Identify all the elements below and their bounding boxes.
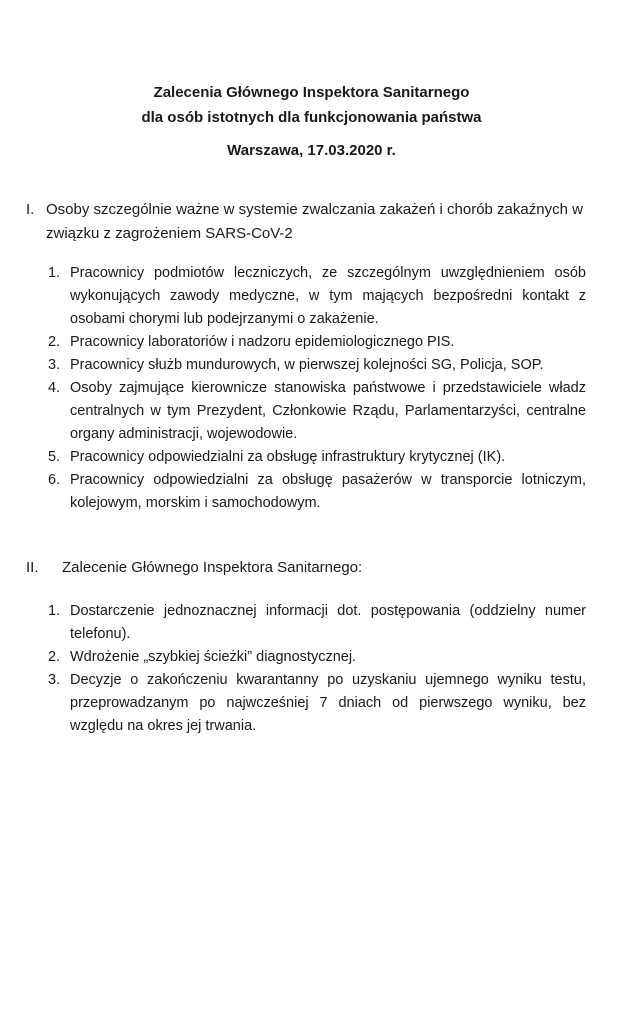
list-item-number: 4.	[48, 380, 61, 396]
list-item-text: Pracownicy laboratoriów i nadzoru epidemiologicznego PIS.	[70, 334, 455, 350]
document-title	[0, 80, 623, 130]
list-item-text: Dostarczenie jednoznacznej informacji dot. postępowania (oddzielny numer telefonu).	[70, 603, 586, 642]
list-item-number: 6.	[48, 472, 61, 488]
list-item-text: Pracownicy służb mundurowych, w pierwszej kolejności SG, Policja, SOP.	[70, 357, 544, 373]
list-item	[48, 354, 586, 377]
list-item-text: Pracownicy odpowiedzialni za obsługę infrastruktury krytycznej (IK).	[70, 449, 506, 465]
list-item	[48, 377, 586, 446]
list-item-text: Pracownicy odpowiedzialni za obsługę pasażerów w transporcie lotniczym, kolejowym, morskim i samochodowym.	[70, 472, 586, 511]
list-item	[48, 331, 586, 354]
title-line-1: Zalecenia Głównego Inspektora Sanitarnego	[153, 84, 470, 101]
section-1-number: I.	[26, 201, 35, 218]
list-item	[48, 669, 586, 738]
list-item-text: Pracownicy podmiotów leczniczych, ze szczególnym uwzględnieniem osób wykonujących zawody medyczne, w tym mających bezpośredni kontakt z osobami chorymi lub podejrzanymi o zakażenie.	[70, 265, 586, 327]
list-item-number: 1.	[48, 265, 61, 281]
list-item-number: 2.	[48, 334, 61, 350]
section-1-list	[48, 262, 586, 515]
list-item-text: Osoby zajmujące kierownicze stanowiska państwowe i przedstawiciele władz centralnych w tym Prezydent, Członkowie Rządu, Parlamentarzyści, centralne organy administracji, wojewodowie.	[70, 380, 586, 442]
list-item	[48, 646, 586, 669]
document-date: Warszawa, 17.03.2020 r.	[227, 142, 396, 159]
section-2-number: II.	[26, 559, 39, 576]
section-2-title: Zalecenie Głównego Inspektora Sanitarnego:	[62, 559, 363, 576]
list-item-number: 3.	[48, 672, 61, 688]
list-item	[48, 446, 586, 469]
list-item-number: 3.	[48, 357, 61, 373]
list-item-number: 1.	[48, 603, 61, 619]
title-line-2: dla osób istotnych dla funkcjonowania państwa	[141, 109, 482, 126]
list-item-number: 5.	[48, 449, 61, 465]
list-item	[48, 600, 586, 646]
list-item-text: Wdrożenie „szybkiej ścieżki” diagnostycznej.	[70, 649, 357, 665]
list-item	[48, 262, 586, 331]
list-item-text: Decyzje o zakończeniu kwarantanny po uzyskaniu ujemnego wyniku testu, przeprowadzanym po najwcześniej 7 dniach od pierwszego wyniku, bez względu na okres jej trwania.	[70, 672, 586, 734]
section-1-title: Osoby szczególnie ważne w systemie zwalczania zakażeń i chorób zakaźnych w związku z zagrożeniem SARS-CoV-2	[46, 201, 583, 242]
list-item	[48, 469, 586, 515]
list-item-number: 2.	[48, 649, 61, 665]
section-2-list	[48, 600, 586, 738]
